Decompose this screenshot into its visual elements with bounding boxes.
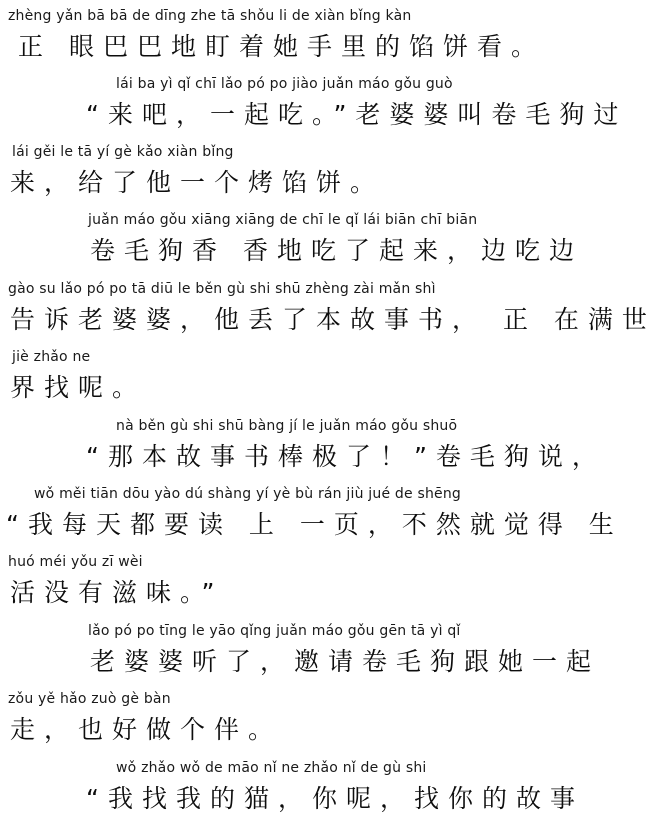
hanzi-line: 来，给了他一个烤馅饼。 [10, 168, 385, 197]
pinyin-line: huó méi yǒu zī wèi [8, 554, 143, 570]
hanzi-line: 老婆婆听了，邀请卷毛狗跟她一起 [90, 647, 601, 676]
pinyin-line: lái gěi le tā yí gè kǎo xiàn bǐng [12, 144, 234, 160]
hanzi-line: 卷毛狗香 香地吃了起来，边吃边 [90, 236, 583, 265]
pinyin-line: juǎn máo gǒu xiāng xiāng de chī le qǐ lái biān chī biān [88, 212, 478, 228]
pinyin-line: wǒ zhǎo wǒ de māo nǐ ne zhǎo nǐ de gù shi [116, 760, 427, 776]
pinyin-line: jiè zhǎo ne [12, 349, 91, 365]
pinyin-line: gào su lǎo pó po tā diū le běn gù shi shū zhèng zài mǎn shì [8, 281, 436, 297]
pinyin-line: lái ba yì qǐ chī lǎo pó po jiào juǎn máo gǒu guò [116, 76, 453, 92]
hanzi-line: 界找呢。 [10, 373, 147, 402]
pinyin-line: wǒ měi tiān dōu yào dú shàng yí yè bù rán jiù jué de shēng [34, 486, 462, 502]
hanzi-line: “来吧，一起吃。”老婆婆叫卷毛狗过 [86, 100, 628, 129]
pinyin-line: zǒu yě hǎo zuò gè bàn [8, 691, 171, 707]
hanzi-line: “那本故事书棒极了！”卷毛狗说， [86, 442, 606, 471]
hanzi-line: 告诉老婆婆，他丢了本故事书， 正 在满世 [10, 305, 656, 334]
pinyin-line: nà běn gù shi shū bàng jí le juǎn máo gǒu shuō [116, 418, 458, 434]
hanzi-line: 正 眼巴巴地盯着她手里的馅饼看。 [18, 32, 545, 61]
hanzi-line: 走，也好做个伴。 [10, 715, 283, 744]
hanzi-line: 活没有滋味。” [10, 578, 224, 607]
hanzi-line: “我找我的猫，你呢，找你的故事 [86, 784, 584, 813]
pinyin-line: zhèng yǎn bā bā de dīng zhe tā shǒu li de xiàn bǐng kàn [8, 8, 412, 24]
hanzi-line: “我每天都要读 上 一页，不然就觉得 生 [6, 510, 623, 539]
pinyin-line: lǎo pó po tīng le yāo qǐng juǎn máo gǒu gēn tā yì qǐ [88, 623, 461, 639]
